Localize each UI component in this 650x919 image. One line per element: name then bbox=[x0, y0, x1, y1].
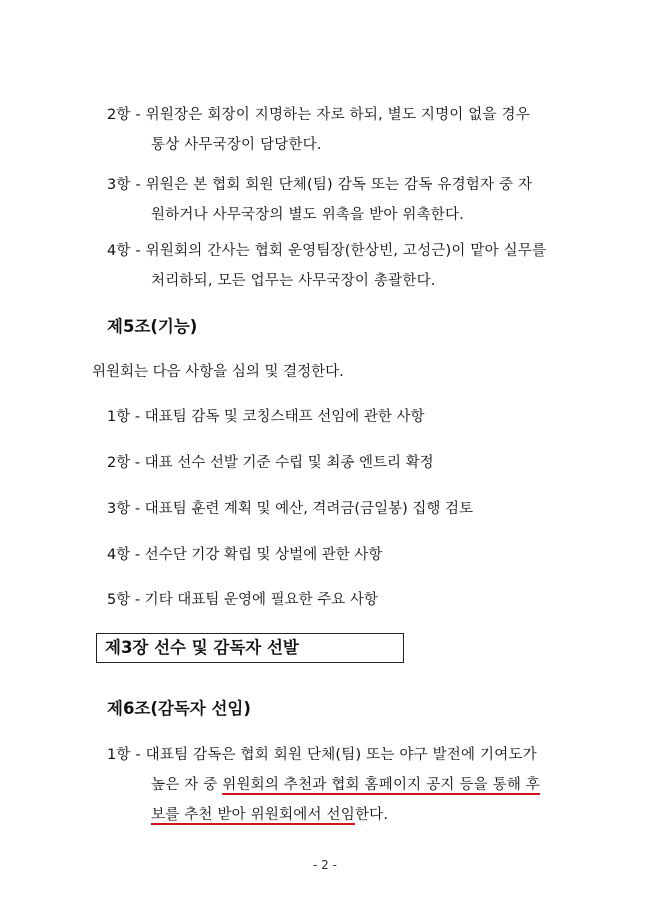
clause-2 bbox=[107, 100, 567, 160]
article-5-item: 1항 - 대표팀 감독 및 코칭스태프 선임에 관한 사항 bbox=[107, 409, 425, 425]
article-6-clause-1 bbox=[107, 740, 567, 830]
page-number: - 2 - bbox=[313, 858, 337, 872]
clause-continuation bbox=[107, 770, 567, 800]
article-6-heading: 제6조(감독자 선임) bbox=[107, 699, 251, 718]
chapter-3-title: 제3장 선수 및 감독자 선발 bbox=[96, 633, 404, 663]
clause-line: 1항 - 대표팀 감독은 협회 회원 단체(팀) 또는 야구 발전에 기여도가 bbox=[107, 747, 537, 763]
plain-text: 한다. bbox=[354, 807, 389, 823]
clause-line: 2항 - 위원장은 회장이 지명하는 자로 하되, 별도 지명이 없을 경우 bbox=[107, 107, 530, 123]
red-underlined-text: 보를 추천 받아 위원회에서 선임 bbox=[151, 807, 355, 823]
clause-3 bbox=[107, 170, 567, 230]
clause-line: 3항 - 위원은 본 협회 회원 단체(팀) 감독 또는 감독 유경험자 중 자 bbox=[107, 177, 533, 193]
article-5-intro: 위원회는 다음 사항을 심의 및 결정한다. bbox=[92, 364, 344, 380]
article-5-item: 4항 - 선수단 기강 확립 및 상벌에 관한 사항 bbox=[107, 547, 383, 563]
article-5-item: 5항 - 기타 대표팀 운영에 필요한 주요 사항 bbox=[107, 592, 378, 608]
clause-line: 4항 - 위원회의 간사는 협회 운영팀장(한상빈, 고성근)이 맡아 실무를 bbox=[107, 243, 547, 259]
clause-continuation: 통상 사무국장이 담당한다. bbox=[151, 137, 322, 153]
red-underlined-text: 위원회의 추천과 협회 홈페이지 공지 등을 통해 후 bbox=[222, 777, 541, 793]
clause-continuation bbox=[107, 800, 567, 830]
article-5-heading: 제5조(기능) bbox=[107, 317, 198, 336]
plain-text: 높은 자 중 bbox=[151, 777, 223, 793]
article-5-item: 2항 - 대표 선수 선발 기준 수립 및 최종 엔트리 확정 bbox=[107, 455, 434, 471]
clause-continuation: 원하거나 사무국장의 별도 위촉을 받아 위촉한다. bbox=[151, 207, 464, 223]
clause-continuation: 처리하되, 모든 업무는 사무국장이 총괄한다. bbox=[151, 273, 436, 289]
article-5-item: 3항 - 대표팀 훈련 계획 및 예산, 격려금(금일봉) 집행 검토 bbox=[107, 501, 474, 517]
clause-4 bbox=[107, 236, 567, 296]
